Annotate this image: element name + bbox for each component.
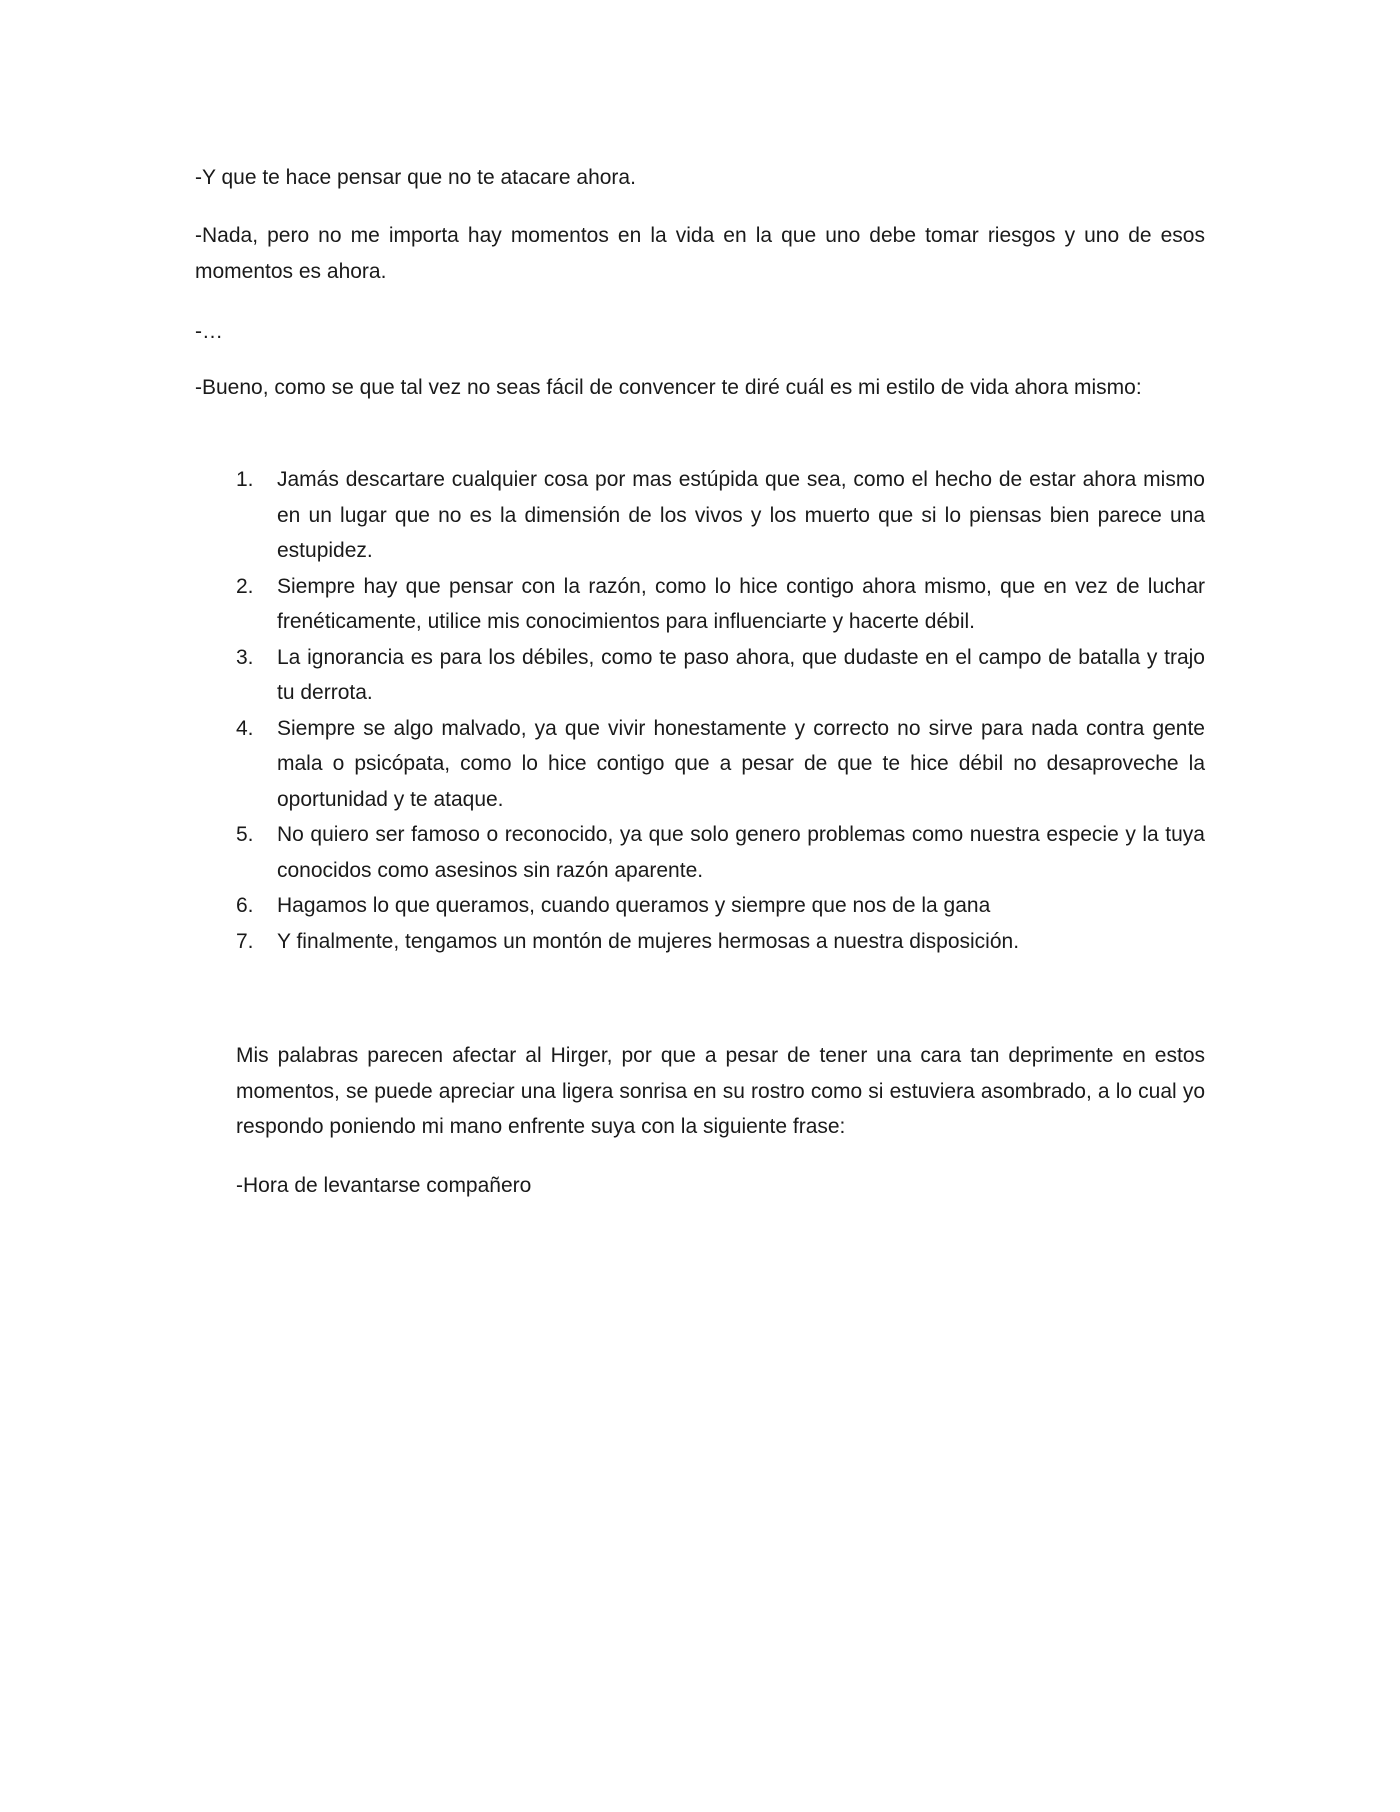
- list-item: [236, 817, 1205, 888]
- list-number: 5.: [236, 823, 254, 846]
- dialogue-line-4: -Bueno, como se que tal vez no seas fácil de convencer te diré cuál es mi estilo de vida ahora mismo:: [195, 376, 1142, 399]
- list-text: Hagamos lo que queramos, cuando queramos y siempre que nos de la gana: [277, 894, 991, 917]
- list-item: [236, 569, 1205, 640]
- list-text: Siempre hay que pensar con la razón, como lo hice contigo ahora mismo, que en vez de luchar frenéticamente, utilice mis conocimientos para influenciarte y hacerte débil.: [277, 574, 1205, 633]
- lifestyle-list: [236, 462, 1205, 959]
- list-item: [236, 711, 1205, 818]
- list-number: 3.: [236, 645, 254, 669]
- list-text: Siempre se algo malvado, ya que vivir honestamente y correcto no sirve para nada contra gente mala o psicópata, como lo hice contigo que a pesar de que te hice débil no desaproveche la oportunidad y te ataque.: [277, 716, 1205, 811]
- dialogue-line-1: -Y que te hace pensar que no te atacare ahora.: [195, 166, 636, 189]
- dialogue-line-3: -…: [195, 320, 223, 343]
- list-number: 6.: [236, 894, 254, 917]
- list-number: 7.: [236, 929, 254, 953]
- list-number: 4.: [236, 716, 254, 740]
- list-text: No quiero ser famoso o reconocido, ya que solo genero problemas como nuestra especie y la tuya conocidos como asesinos sin razón aparente.: [277, 823, 1205, 882]
- list-item: [236, 462, 1205, 569]
- narration-paragraph: Mis palabras parecen afectar al Hirger, por que a pesar de tener una cara tan deprimente en estos momentos, se puede apreciar una ligera sonrisa en su rostro como si estuviera asombrado, a lo cual yo respondo poniendo mi mano enfrente suya con la siguiente frase:: [236, 1044, 1205, 1138]
- final-dialogue-line: -Hora de levantarse compañero: [236, 1174, 532, 1197]
- list-text: Jamás descartare cualquier cosa por mas estúpida que sea, como el hecho de estar ahora mismo en un lugar que no es la dimensión de los vivos y los muerto que si lo piensas bien parece una estupidez.: [277, 468, 1205, 562]
- dialogue-line-2: -Nada, pero no me importa hay momentos en la vida en la que uno debe tomar riesgos y uno de esos momentos es ahora.: [195, 224, 1205, 283]
- list-number: 2.: [236, 574, 254, 598]
- list-text: La ignorancia es para los débiles, como te paso ahora, que dudaste en el campo de batalla y trajo tu derrota.: [277, 645, 1205, 704]
- list-item: [236, 640, 1205, 711]
- list-item: [236, 924, 1205, 960]
- list-number: 1.: [236, 468, 254, 491]
- list-item: [236, 888, 1205, 924]
- list-text: Y finalmente, tengamos un montón de mujeres hermosas a nuestra disposición.: [277, 929, 1020, 953]
